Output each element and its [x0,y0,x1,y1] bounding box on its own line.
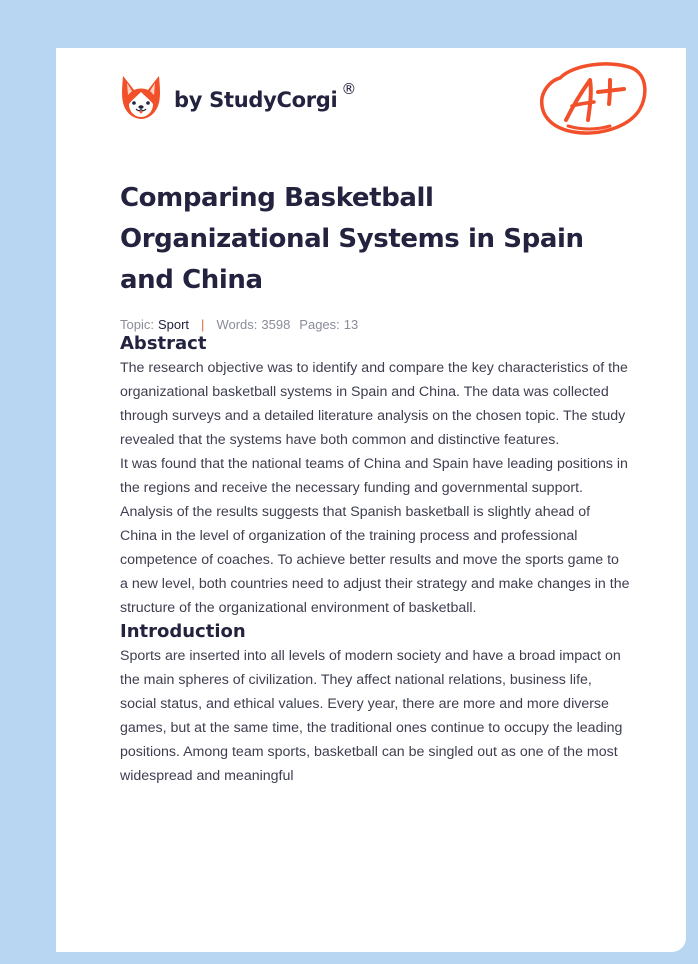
pages-count: 13 [343,317,359,332]
paper-content [120,178,630,788]
document-card [56,48,686,952]
words-label: Words: [216,317,258,332]
introduction-heading: Introduction [120,621,246,642]
topic-link[interactable]: Sport [157,317,190,332]
abstract-heading: Abstract [120,333,207,354]
meta-separator: | [201,317,205,332]
page-header [56,48,686,158]
topic-label: Topic: [120,317,154,332]
abstract-paragraph: The research objective was to identify and compare the key characteristics of the organizational basketball systems in Spain and China. The data was collected through surveys and a detailed literature analysis on the chosen topic. The study revealed that the systems have both common and distinctive features. [120,360,628,448]
words-count: 3598 [261,317,291,332]
paper-meta [120,317,630,332]
corgi-icon [120,74,162,120]
a-plus-grade-icon [538,58,650,140]
logo-text: by StudyCorgi [174,88,338,112]
registered-mark: ® [341,80,357,98]
paper-title: Comparing Basketball Organizational Systems in Spain and China [120,183,584,295]
studycorgi-logo[interactable] [120,74,356,120]
pages-label: Pages: [299,317,340,332]
introduction-paragraph: Sports are inserted into all levels of modern society and have a broad impact on the main spheres of civilization. They affect national relations, business life, social status, and ethical values. Every year, there are more and more diverse games, but at the same time, the traditional ones continue to occupy the leading positions. Among team sports, basketball can be singled out as one of the most widespread and meaningful [120,648,623,784]
abstract-paragraph: It was found that the national teams of China and Spain have leading positions in the regions and receive the necessary funding and governmental support. Analysis of the results suggests that Spanish basketball is slightly ahead of China in the level of organization of the training process and professional competence of coaches. To achieve better results and move the sports game to a new level, both countries need to adjust their strategy and make changes in the structure of the organizational environment of basketball. [120,456,630,616]
